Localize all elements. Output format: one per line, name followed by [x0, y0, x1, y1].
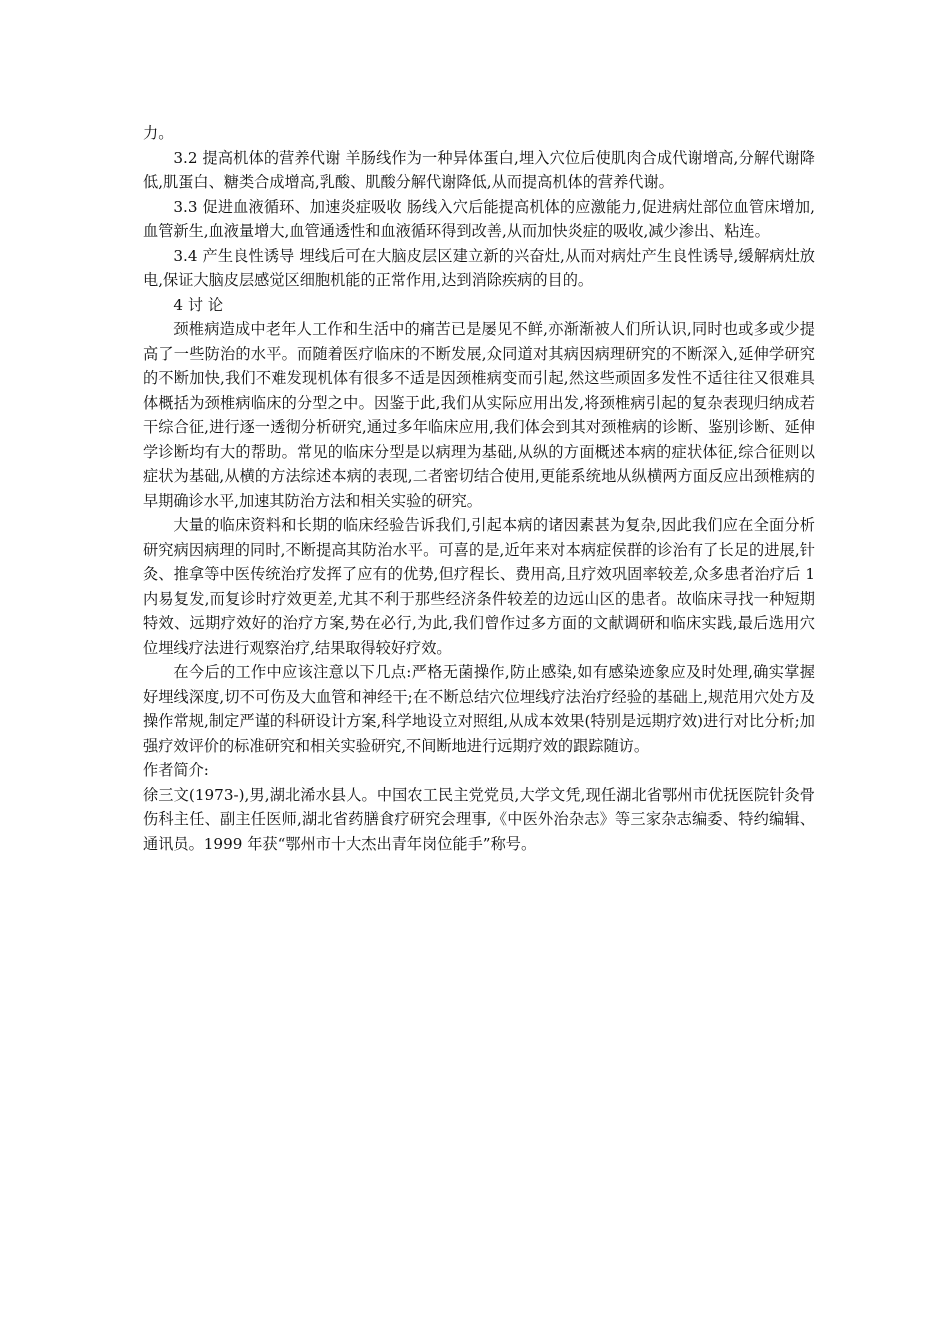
section-3-4: 3.4 产生良性诱导 埋线后可在大脑皮层区建立新的兴奋灶,从而对病灶产生良性诱导,缓解病灶放电,保证大脑皮层感觉区细胞机能的正常作用,达到消除疾病的目的。 — [143, 246, 815, 289]
author-intro-text: 徐三文(1973-),男,湖北浠水县人。中国农工民主党党员,大学文凭,现任湖北省鄂州市优抚医院针灸骨伤科主任、副主任医师,湖北省药膳食疗研究会理事,《中医外治杂志》等三家杂志编委、特约编辑、通讯员。1999 年获“鄂州市十大杰出青年岗位能手”称号。 — [143, 785, 815, 853]
section-3-2: 3.2 提高机体的营养代谢 羊肠线作为一种异体蛋白,埋入穴位后使肌肉合成代谢增高,分解代谢降低,肌蛋白、糖类合成增高,乳酸、肌酸分解代谢降低,从而提高机体的营养代谢。 — [143, 148, 815, 191]
paragraph-continuation: 力。 — [143, 124, 174, 142]
discussion-paragraph-3: 在今后的工作中应该注意以下几点:严格无菌操作,防止感染,如有感染迹象应及时处理,确实掌握好埋线深度,切不可伤及大血管和神经干;在不断总结穴位埋线疗法治疗经验的基础上,规范用穴处方及操作常规,制定严谨的科研设计方案,科学地设立对照组,从成本效果(特别是远期疗效)进行对比分析;加强疗效评价的标准研究和相关实验研究,不间断地进行远期疗效的跟踪随访。 — [143, 663, 815, 755]
discussion-paragraph-2: 大量的临床资料和长期的临床经验告诉我们,引起本病的诸因素甚为复杂,因此我们应在全面分析研究病因病理的同时,不断提高其防治水平。可喜的是,近年来对本病症侯群的诊治有了长足的进展,针灸、推拿等中医传统治疗发挥了应有的优势,但疗程长、费用高,且疗效巩固率较差,众多患者治疗后 1 内易复发,而复诊时疗效更差,尤其不利于那些经济条件较差的边远山区的患者。故临床寻找一种短期特效、远期疗效好的治疗方案,势在必行,为此,我们曾作过多方面的文献调研和临床实践,最后选用穴位埋线疗法进行观察治疗,结果取得较好疗效。 — [143, 516, 815, 657]
document-body — [143, 121, 815, 856]
author-intro-heading: 作者简介: — [143, 761, 209, 779]
section-3-3: 3.3 促进血液循环、加速炎症吸收 肠线入穴后能提高机体的应激能力,促进病灶部位血管床增加,血管新生,血液量增大,血管通透性和血液循环得到改善,从而加快炎症的吸收,减少渗出、粘连。 — [143, 197, 815, 240]
discussion-paragraph-1: 颈椎病造成中老年人工作和生活中的痛苦已是屡见不鲜,亦渐渐被人们所认识,同时也或多或少提高了一些防治的水平。而随着医疗临床的不断发展,众同道对其病因病理研究的不断深入,延伸学研究的不断加快,我们不难发现机体有很多不适是因颈椎病变而引起,然这些顽固多发性不适往往又很难具体概括为颈椎病临床的分型之中。因鉴于此,我们从实际应用出发,将颈椎病引起的复杂表现归纳成若干综合征,进行逐一透彻分析研究,通过多年临床应用,我们体会到其对颈椎病的诊断、鉴别诊断、延伸学诊断均有大的帮助。常见的临床分型是以病理为基础,从纵的方面概述本病的症状体征,综合征则以症状为基础,从横的方法综述本病的表现,二者密切结合使用,更能系统地从纵横两方面反应出颈椎病的早期确诊水平,加速其防治方法和相关实验的研究。 — [143, 320, 815, 510]
section-4-heading: 4 讨 论 — [173, 295, 224, 314]
